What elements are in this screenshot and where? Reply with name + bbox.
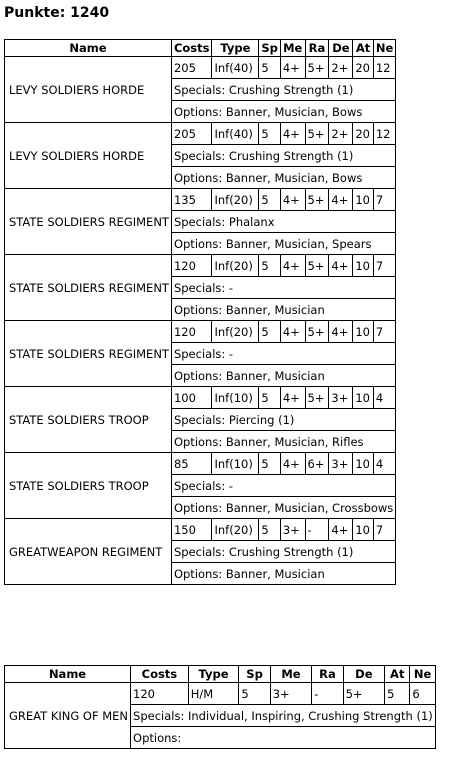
unit-options: Options: Banner, Musician xyxy=(171,299,395,321)
unit-at: 10 xyxy=(353,189,373,211)
unit-stat-row xyxy=(5,189,396,211)
unit-name: STATE SOLDIERS REGIMENT xyxy=(5,255,172,321)
col-ne-header: Ne xyxy=(373,40,395,57)
unit-stat-row xyxy=(5,683,436,705)
unit-ra: 5+ xyxy=(305,123,329,145)
header-row xyxy=(5,40,396,57)
col-de-header: De xyxy=(329,40,353,57)
unit-sp: 5 xyxy=(259,519,281,541)
unit-sp: 5 xyxy=(259,189,281,211)
col-type-header: Type xyxy=(212,40,259,57)
unit-specials: Specials: - xyxy=(171,475,395,497)
header-row xyxy=(5,666,436,683)
unit-de: 4+ xyxy=(329,255,353,277)
units-table xyxy=(4,39,396,585)
unit-cost: 205 xyxy=(171,123,212,145)
unit-name: GREATWEAPON REGIMENT xyxy=(5,519,172,585)
unit-ne: 7 xyxy=(373,189,395,211)
unit-ne: 4 xyxy=(373,453,395,475)
unit-stat-row xyxy=(5,321,396,343)
col-at-header: At xyxy=(353,40,373,57)
unit-me: 4+ xyxy=(280,255,305,277)
col-ne-header: Ne xyxy=(410,666,435,683)
unit-at: 10 xyxy=(353,453,373,475)
unit-name: LEVY SOLDIERS HORDE xyxy=(5,57,172,123)
col-sp-header: Sp xyxy=(259,40,281,57)
unit-specials: Specials: Crushing Strength (1) xyxy=(171,145,395,167)
unit-ra: 6+ xyxy=(305,453,329,475)
points-total: Punkte: 1240 xyxy=(4,5,110,21)
unit-options: Options: Banner, Musician xyxy=(171,365,395,387)
col-de-header: De xyxy=(343,666,385,683)
unit-specials: Specials: - xyxy=(171,343,395,365)
unit-options: Options: Banner, Musician, Spears xyxy=(171,233,395,255)
unit-type: Inf(40) xyxy=(212,57,259,79)
unit-ra: 5+ xyxy=(305,57,329,79)
unit-ne: 7 xyxy=(373,255,395,277)
unit-options: Options: Banner, Musician, Rifles xyxy=(171,431,395,453)
unit-name: STATE SOLDIERS TROOP xyxy=(5,453,172,519)
unit-ne: 6 xyxy=(410,683,435,705)
unit-de: 2+ xyxy=(329,123,353,145)
unit-ne: 7 xyxy=(373,519,395,541)
unit-at: 10 xyxy=(353,519,373,541)
unit-name: STATE SOLDIERS TROOP xyxy=(5,387,172,453)
unit-specials: Specials: - xyxy=(171,277,395,299)
unit-sp: 5 xyxy=(259,255,281,277)
unit-ra: - xyxy=(305,519,329,541)
unit-me: 4+ xyxy=(280,123,305,145)
unit-cost: 85 xyxy=(171,453,212,475)
unit-type: Inf(10) xyxy=(212,453,259,475)
col-at-header: At xyxy=(385,666,410,683)
unit-name: STATE SOLDIERS REGIMENT xyxy=(5,189,172,255)
col-name-header: Name xyxy=(5,40,172,57)
unit-me: 4+ xyxy=(280,387,305,409)
col-ra-header: Ra xyxy=(305,40,329,57)
unit-at: 10 xyxy=(353,321,373,343)
unit-ne: 12 xyxy=(373,123,395,145)
unit-de: 3+ xyxy=(329,387,353,409)
col-me-header: Me xyxy=(280,40,305,57)
unit-type: Inf(20) xyxy=(212,519,259,541)
unit-me: 4+ xyxy=(280,57,305,79)
unit-de: 2+ xyxy=(329,57,353,79)
unit-name: STATE SOLDIERS REGIMENT xyxy=(5,321,172,387)
unit-ra: 5+ xyxy=(305,321,329,343)
col-name-header: Name xyxy=(5,666,131,683)
unit-me: 4+ xyxy=(280,453,305,475)
unit-at: 20 xyxy=(353,57,373,79)
unit-cost: 205 xyxy=(171,57,212,79)
unit-type: Inf(20) xyxy=(212,255,259,277)
unit-type: Inf(10) xyxy=(212,387,259,409)
unit-sp: 5 xyxy=(239,683,270,705)
unit-ne: 12 xyxy=(373,57,395,79)
unit-ra: 5+ xyxy=(305,387,329,409)
unit-stat-row xyxy=(5,453,396,475)
unit-de: 4+ xyxy=(329,519,353,541)
unit-type: Inf(20) xyxy=(212,189,259,211)
unit-stat-row xyxy=(5,519,396,541)
unit-sp: 5 xyxy=(259,57,281,79)
unit-specials: Specials: Crushing Strength (1) xyxy=(171,79,395,101)
unit-cost: 135 xyxy=(171,189,212,211)
unit-stat-row xyxy=(5,57,396,79)
col-type-header: Type xyxy=(188,666,239,683)
unit-name: LEVY SOLDIERS HORDE xyxy=(5,123,172,189)
unit-options: Options: Banner, Musician, Bows xyxy=(171,167,395,189)
unit-specials: Specials: Crushing Strength (1) xyxy=(171,541,395,563)
unit-ra: - xyxy=(312,683,343,705)
unit-sp: 5 xyxy=(259,123,281,145)
unit-de: 4+ xyxy=(329,321,353,343)
unit-at: 5 xyxy=(385,683,410,705)
unit-options: Options: xyxy=(131,727,436,749)
unit-stat-row xyxy=(5,123,396,145)
col-me-header: Me xyxy=(270,666,312,683)
unit-stat-row xyxy=(5,387,396,409)
unit-cost: 150 xyxy=(171,519,212,541)
unit-specials: Specials: Individual, Inspiring, Crushing Strength (1) xyxy=(131,705,436,727)
unit-ne: 7 xyxy=(373,321,395,343)
unit-cost: 120 xyxy=(131,683,189,705)
col-costs-header: Costs xyxy=(131,666,189,683)
unit-me: 3+ xyxy=(280,519,305,541)
unit-at: 10 xyxy=(353,387,373,409)
unit-name: GREAT KING OF MEN xyxy=(5,683,131,749)
unit-stat-row xyxy=(5,255,396,277)
unit-cost: 120 xyxy=(171,255,212,277)
unit-type: Inf(40) xyxy=(212,123,259,145)
unit-me: 4+ xyxy=(280,321,305,343)
unit-type: Inf(20) xyxy=(212,321,259,343)
heroes-table xyxy=(4,665,436,749)
unit-de: 3+ xyxy=(329,453,353,475)
unit-de: 4+ xyxy=(329,189,353,211)
unit-ra: 5+ xyxy=(305,255,329,277)
unit-de: 5+ xyxy=(343,683,385,705)
unit-at: 10 xyxy=(353,255,373,277)
unit-ra: 5+ xyxy=(305,189,329,211)
unit-options: Options: Banner, Musician xyxy=(171,563,395,585)
unit-type: H/M xyxy=(188,683,239,705)
col-ra-header: Ra xyxy=(312,666,343,683)
col-sp-header: Sp xyxy=(239,666,270,683)
unit-sp: 5 xyxy=(259,387,281,409)
unit-sp: 5 xyxy=(259,321,281,343)
unit-cost: 120 xyxy=(171,321,212,343)
unit-specials: Specials: Piercing (1) xyxy=(171,409,395,431)
unit-cost: 100 xyxy=(171,387,212,409)
col-costs-header: Costs xyxy=(171,40,212,57)
unit-at: 20 xyxy=(353,123,373,145)
unit-options: Options: Banner, Musician, Bows xyxy=(171,101,395,123)
unit-me: 4+ xyxy=(280,189,305,211)
unit-options: Options: Banner, Musician, Crossbows xyxy=(171,497,395,519)
unit-ne: 4 xyxy=(373,387,395,409)
unit-specials: Specials: Phalanx xyxy=(171,211,395,233)
unit-me: 3+ xyxy=(270,683,312,705)
unit-sp: 5 xyxy=(259,453,281,475)
